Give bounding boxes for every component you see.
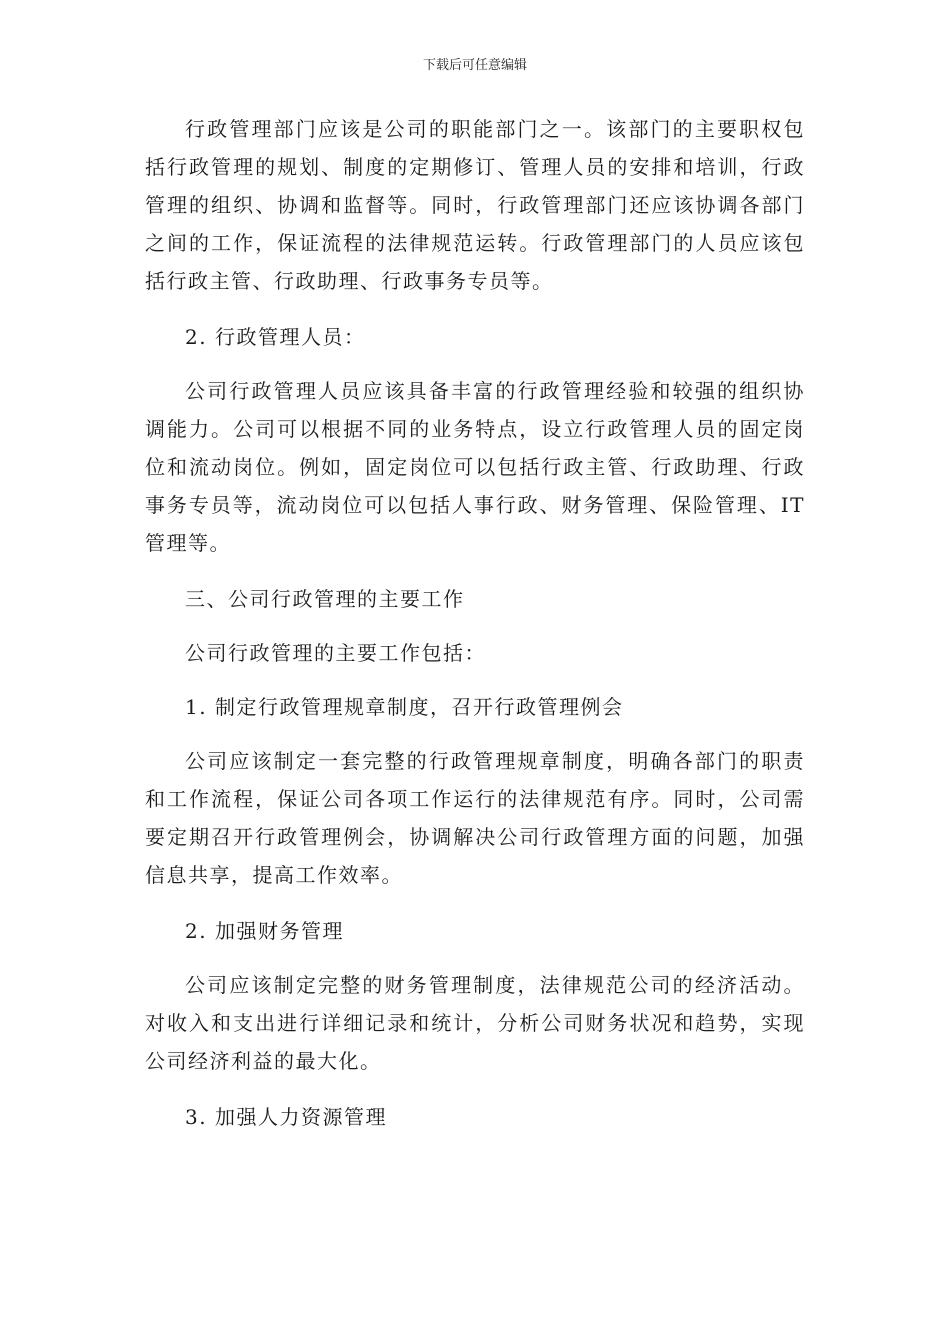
header-note: 下载后可任意编辑 xyxy=(422,58,527,73)
document-body xyxy=(145,110,805,1152)
paragraph-rules-meetings: 公司应该制定一套完整的行政管理规章制度，明确各部门的职责和工作流程，保证公司各项工作运行的法律规范有序。同时，公司需要定期召开行政管理例会，协调解决公司行政管理方面的问题，加强信息共享，提高工作效率。 xyxy=(145,749,805,887)
paragraph-finance: 公司应该制定完整的财务管理制度，法律规范公司的经济活动。对收入和支出进行详细记录和统计，分析公司财务状况和趋势，实现公司经济利益的最大化。 xyxy=(145,973,805,1073)
paragraph-main-work-intro: 公司行政管理的主要工作包括： xyxy=(185,641,486,665)
paragraph-admin-department: 行政管理部门应该是公司的职能部门之一。该部门的主要职权包括行政管理的规划、制度的定期修订、管理人员的安排和培训，行政管理的组织、协调和监督等。同时，行政管理部门还应该协调各部门之间的工作，保证流程的法律规范运转。行政管理部门的人员应该包括行政主管、行政助理、行政事务专员等。 xyxy=(145,117,805,293)
section-heading-main-work: 三、公司行政管理的主要工作 xyxy=(185,587,465,611)
heading-admin-staff: 2. 行政管理人员： xyxy=(185,325,366,349)
heading-rules-meetings: 1. 制定行政管理规章制度，召开行政管理例会 xyxy=(185,695,624,719)
heading-hr: 3. 加强人力资源管理 xyxy=(185,1105,387,1129)
paragraph-admin-staff: 公司行政管理人员应该具备丰富的行政管理经验和较强的组织协调能力。公司可以根据不同的业务特点，设立行政管理人员的固定岗位和流动岗位。例如，固定岗位可以包括行政主管、行政助理、行政事务专员等，流动岗位可以包括人事行政、财务管理、保险管理、IT 管理等。 xyxy=(145,379,805,555)
heading-finance: 2. 加强财务管理 xyxy=(185,919,344,943)
